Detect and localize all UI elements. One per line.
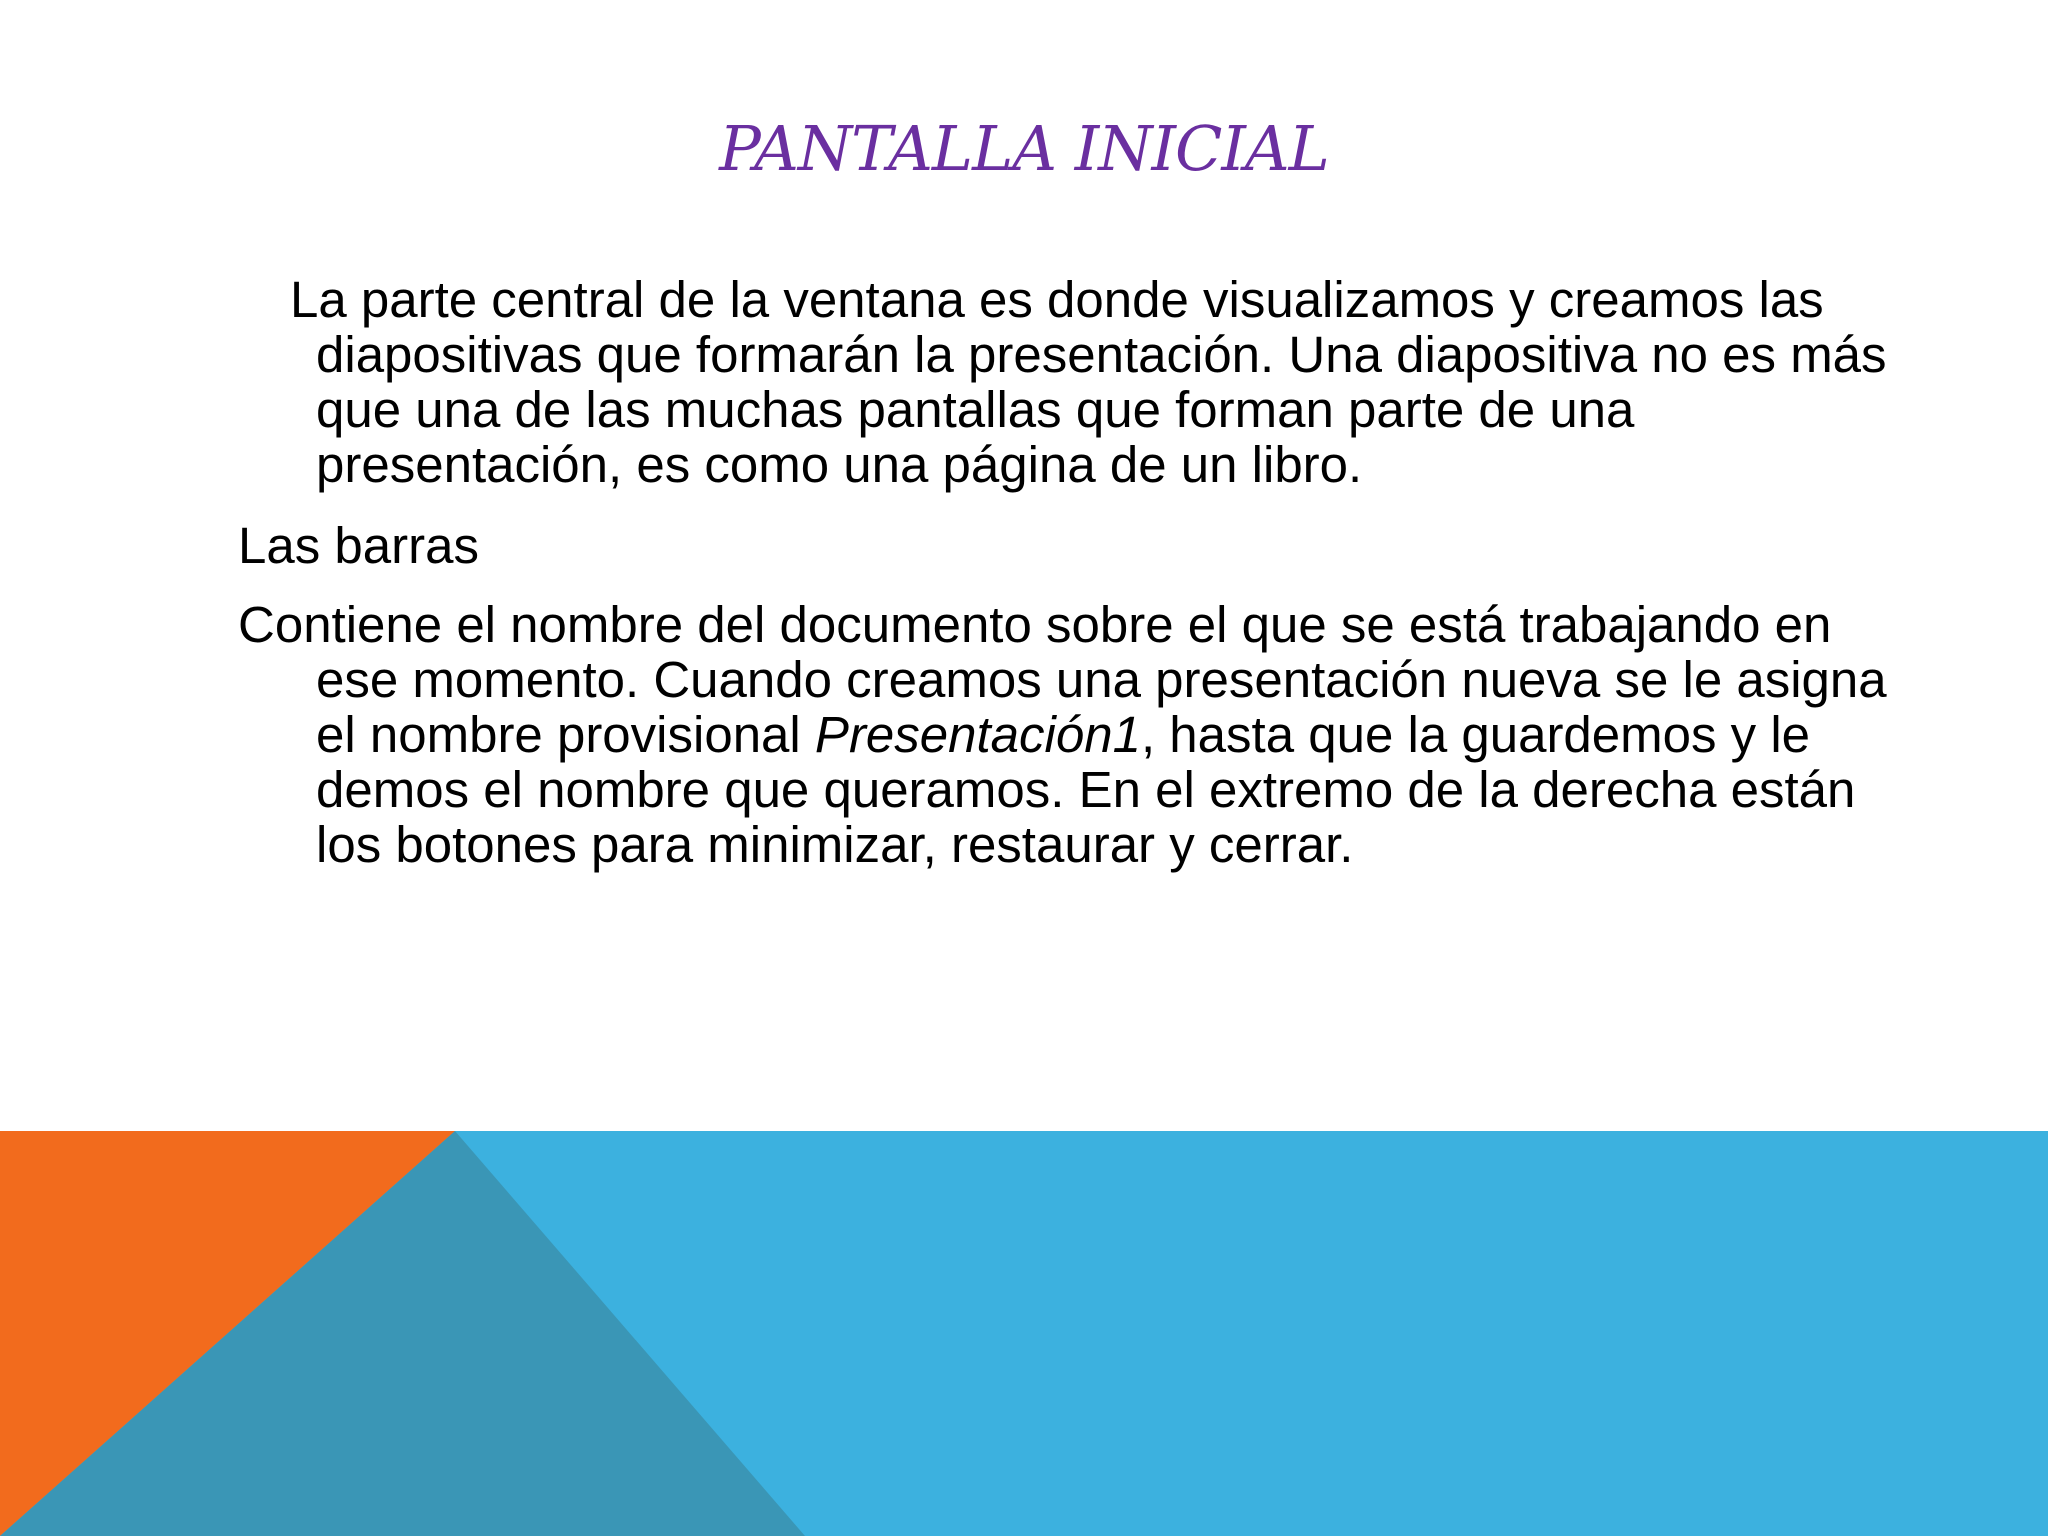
paragraph-bars-text-before: Contiene el nombre del documento sobre el que se está trabajando en ese momento. Cuando creamos una presentación nueva se le asigna el nombre provisional <box>238 596 1887 763</box>
paragraph-bars-description <box>238 597 1898 872</box>
slide-body <box>238 272 1898 872</box>
heading-bars: Las barras <box>238 517 479 574</box>
presentation-name: Presentación1 <box>814 706 1141 763</box>
decorative-footer <box>0 1131 2048 1536</box>
slide-title: PANTALLA INICIAL <box>719 112 1329 185</box>
paragraph-central-window: La parte central de la ventana es donde visualizamos y creamos las diapositivas que formarán la presentación. Una diapositiva no es más que una de las muchas pantallas que forman parte de una presentación, es como una página de un libro. <box>290 271 1887 493</box>
paragraph-bars-text-after: , hasta que la guardemos y le demos el nombre que queramos. En el extremo de la derecha están los botones para minimizar, restaurar y cerrar. <box>316 706 1856 873</box>
